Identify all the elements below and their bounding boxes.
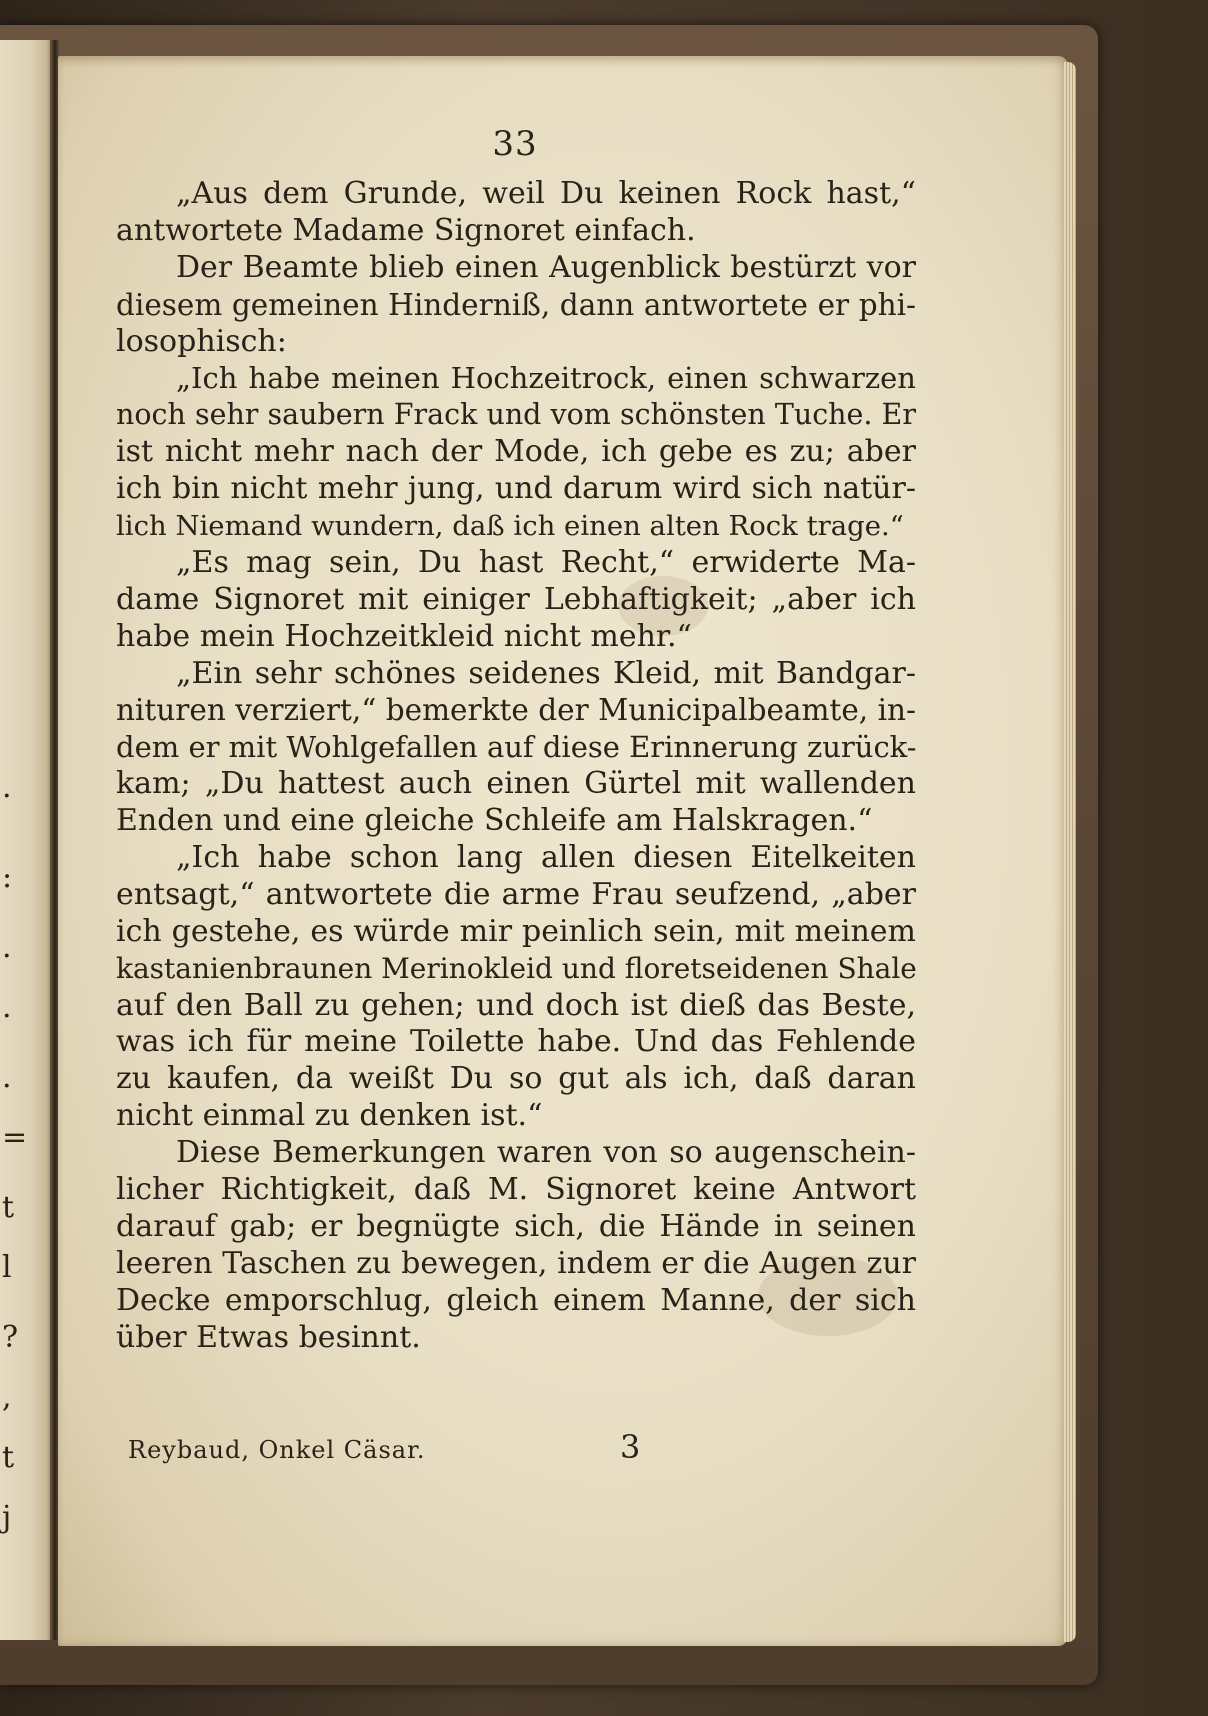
text-line: „Ich habe meinen Hochzeitrock, einen schwarzen [176,361,916,396]
left-page-edge-mark: j [2,1500,12,1535]
text-line: nituren verziert,“ bemerkte der Municipalbeamte, in- [116,693,916,728]
text-line: ich gestehe, es würde mir peinlich sein, mit meinem [116,913,916,949]
left-page-edge [0,40,52,1640]
body-text [116,176,916,1357]
left-page-edge-mark: ? [2,1320,19,1355]
left-page-edge-mark: : [2,860,13,895]
page-number: 33 [492,124,538,164]
text-line: losophisch: [116,323,287,359]
left-page-edge-mark: t [2,1440,15,1475]
left-page-edge-mark: . [2,1060,12,1095]
left-page-edge-mark: t [2,1190,15,1225]
text-line: diesem gemeinen Hinderniß, dann antwortete er phi- [116,287,916,322]
text-line: lich Niemand wundern, daß ich einen alten Rock trage.“ [116,510,904,543]
left-page-edge-mark: = [2,1120,28,1155]
left-page-edge-mark: , [2,1380,12,1415]
text-line: darauf gab; er begnügte sich, die Hände in seinen [116,1208,916,1244]
text-line: antwortete Madame Signoret einfach. [116,212,696,248]
page-fore-edge [1064,62,1076,1642]
text-line: über Etwas besinnt. [116,1319,421,1355]
text-line: zu kaufen, da weißt Du so gut als ich, daß daran [116,1061,916,1097]
text-line: Decke emporschlug, gleich einem Manne, der sich [116,1282,916,1318]
text-line: „Ein sehr schönes seidenes Kleid, mit Bandgar- [176,655,916,691]
text-line: was ich für meine Toilette habe. Und das Fehlende [116,1024,916,1060]
text-line: „Ich habe schon lang allen diesen Eitelkeiten [176,840,916,876]
left-page-edge-mark: . [2,930,12,965]
text-line: licher Richtigkeit, daß M. Signoret keine Antwort [116,1172,916,1208]
text-line: Diese Bemerkungen waren von so augenschein- [176,1135,916,1171]
text-line: auf den Ball zu gehen; und doch ist dieß das Beste, [116,987,916,1023]
text-line: leeren Taschen zu bewegen, indem er die Augen zur [116,1245,916,1281]
text-line: „Es mag sein, Du hast Recht,“ erwiderte Ma- [176,544,916,580]
text-line: Enden und eine gleiche Schleife am Halskragen.“ [116,803,873,839]
text-line: Der Beamte blieb einen Augenblick bestürzt vor [176,249,916,285]
signature-mark: 3 [620,1428,641,1466]
text-line: kastanienbraunen Merinokleid und floretseidenen Shale [116,951,917,985]
left-page-edge-mark: . [2,990,12,1025]
text-line: entsagt,“ antwortete die arme Frau seufzend, „aber [116,876,916,912]
text-line: nicht einmal zu denken ist.“ [116,1098,543,1134]
text-line: ist nicht mehr nach der Mode, ich gebe es zu; aber [116,434,916,470]
text-line: kam; „Du hattest auch einen Gürtel mit wallenden [116,766,916,802]
text-line: noch sehr saubern Frack und vom schönsten Tuche. Er [116,398,916,432]
text-line: dem er mit Wohlgefallen auf diese Erinnerung zurück- [116,730,917,765]
text-line: „Aus dem Grunde, weil Du keinen Rock hast,“ [176,176,916,211]
left-page-edge-mark: l [2,1250,12,1285]
left-page-edge-mark: . [2,770,12,805]
text-line: ich bin nicht mehr jung, und darum wird sich natür- [116,471,916,507]
running-footer: Reybaud, Onkel Cäsar. [128,1436,426,1464]
text-line: habe mein Hochzeitkleid nicht mehr.“ [116,618,692,654]
left-page-edge-marks [0,40,28,1640]
text-line: dame Signoret mit einiger Lebhaftigkeit; „aber ich [116,581,916,617]
